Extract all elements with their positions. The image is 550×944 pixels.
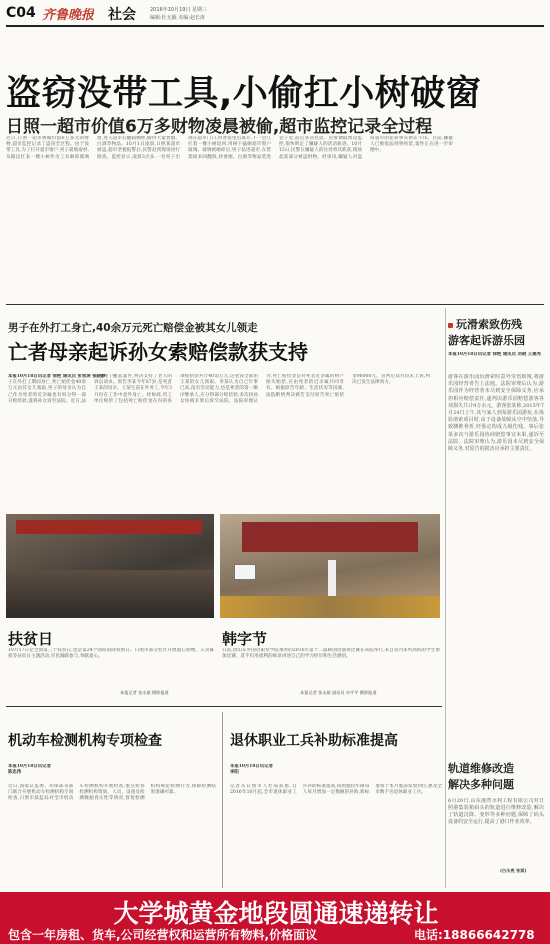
stage-banner-decoration <box>242 522 418 552</box>
feature-credit-1: 本报记者 张永斌 摄影报道 <box>120 690 169 695</box>
ad-subline: 包含一年房租、货车,公司经营权和运营所有物料,价格面议 <box>8 928 318 942</box>
bottom-mid-byline: 本报10月18日讯记者 李阳 <box>230 764 273 775</box>
sidebar-body-1: 游客在游乐园玩滑索时意外受伤致残,将游乐园经营者告上法庭。法院审理后认为,游乐园作为经营者未尽到安全保障义务,应承担相应赔偿责任,遂判决游乐园赔偿游客各项损失共计9万余元。游客张某称,2015年7月24日上午,其与家人到某游乐园游玩,在体验滑索项目时,由于设备故障从空中坠落,导致腰椎骨折,经鉴定构成九级伤残。事后张某多次与游乐园协商赔偿事宜未果,遂诉至法院。法院审理认为,游乐园未尽到安全保障义务,对原告的损害应承担主要责任。 <box>448 374 544 453</box>
bottom-left-body: 近日,国家认监委、环保部等部门联合开展机动车检测机构专项检查,日照市质监局对全市机动车检测机构开展检查,重点检查检测机构资质、人员、设备及检测数据真实性等情况,督促检测机构规范检测行为,保障检测结果准确可靠。 <box>8 784 216 802</box>
bottom-mid-title: 退休职业工兵补助标准提高 <box>230 733 398 749</box>
feature-caption-1: 10月17日是全国第三个扶贫日,也是第24个国际消除贫困日。日照市部分社区开展爱心捐赠、义卖募捐等扶贫日主题活动,市民踊跃参与,奉献爱心。 <box>8 648 214 660</box>
editor-line: 编辑:杜无颖 美编:赵长涛 <box>150 15 205 21</box>
ad-phone[interactable]: 电话:18866642778 <box>414 928 535 942</box>
speaker-decoration <box>328 560 336 596</box>
sidebar-title-2b: 解决多种问题 <box>448 778 514 791</box>
sidebar-credit-2: (白永亮 张斌) <box>500 868 527 873</box>
feature-title-2: 韩字节 <box>222 630 268 648</box>
features-rule <box>6 706 442 707</box>
sidebar-title-1a-text: 玩滑索致伤残 <box>456 318 522 331</box>
main-kicker: 男子在外打工身亡,40余万元死亡赔偿金被其女儿领走 <box>8 322 258 334</box>
sidebar-title-2a: 轨道维修改造 <box>448 762 514 775</box>
lead-body: 近日,日照一超市被偷价值6万多元的财物,超市监控记录了盗窃全过程。由于没带工具,为了打开超市窗户,男子就地取材,从路边扛来一棵小树作为工具砸碎玻璃窗,进入超市后翻箱倒柜,偷得大量香烟、白酒等物品。10月1日凌晨,日照某超市被盗,超市老板报警后,民警赶到现场进行勘查。监控显示,凌晨3点多,一名男子出现在超市门口,四处张望后离开,不一会儿扛着一棵小树返回,用树干猛砸超市窗户玻璃。玻璃被砸碎后,男子钻进超市,在货架间来回翻找,将香烟、白酒等物品装进袋子里,前后多次往返。民警调取周边监控,很快锁定了嫌疑人的活动轨迹。10月15日,民警在嫌疑人的住处将其抓获,现场起获部分被盗财物。经审讯,嫌疑人对盗窃超市的犯罪事实供认不讳。目前,嫌疑人已被依法刑事拘留,案件正在进一步审理中。 <box>6 136 453 160</box>
lead-title: 盗窃没带工具,小偷扛小树破窗 <box>6 74 482 114</box>
lead-rule <box>6 304 544 305</box>
page-number: C04 <box>6 5 36 21</box>
section-name: 社会 <box>108 7 136 23</box>
main-byline: 本报10月18日讯记者 徐艳 通讯员 张雪涛 张晓静 <box>8 374 106 379</box>
sidebar-byline-1: 本报10月18日讯记者 徐艳 通讯员 刘晓 王建秀 <box>448 352 541 357</box>
sidebar-body-2: 6月20日,山东港湾水利工程有限公司对日照港集装箱码头的轨道进行维修改造,解决了轨道沉降、变形等多种问题,保障了码头设备的安全运行,提高了港口作业效率。 <box>448 798 544 825</box>
sidebar-title-1b: 游客起诉游乐园 <box>448 334 525 347</box>
banner-decoration <box>16 520 202 534</box>
photo-korean-day <box>220 514 440 618</box>
date-line: 2016年10月19日 星期三 <box>150 7 208 13</box>
square-bullet-icon <box>448 323 453 328</box>
crowd-decoration <box>6 570 214 618</box>
flag-decoration <box>234 564 256 580</box>
feature-caption-2: 日前,由山东外国语职业学院承办的2016年第十二届韩国语演讲比赛在该院举行,来自省内多所高校的学生参加比赛。选手们用流利的韩语讲述自己的学习经历和生活感悟。 <box>222 648 440 660</box>
classified-ad[interactable] <box>0 892 550 944</box>
sidebar-divider <box>445 308 446 888</box>
ad-headline: 大学城黄金地段圆通速递转让 <box>113 899 439 928</box>
photo-poverty-day <box>6 514 214 618</box>
header-rule <box>6 25 544 27</box>
bottom-left-title: 机动车检测机构专项检查 <box>8 733 162 749</box>
feature-credit-2: 本报记者 张永斌 通讯员 申平平 摄影报道 <box>300 690 377 695</box>
bottom-left-byline: 本报10月18日讯记者 陈忠伟 <box>8 764 51 775</box>
lead-subtitle: 日照一超市价值6万多财物凌晨被偷,超市监控记录全过程 <box>6 117 433 137</box>
bottom-mid-body: 记者从日照市人社局获悉,自2016年10月起,全市退休职业工兵补助标准提高,按照服役年限每人每月增加一定数额的补助,新标准将于本月底前发放到位,惠及全市数千名退休职业工兵。 <box>230 784 442 796</box>
bottom-divider <box>222 712 223 888</box>
paper-logo: 齐鲁晚报 <box>42 8 95 23</box>
page-header <box>0 0 550 24</box>
main-title: 亡者母亲起诉孙女索赔偿款获支持 <box>8 340 308 364</box>
feature-title-1: 扶贫日 <box>8 630 54 648</box>
sidebar-title-1a <box>448 316 522 332</box>
main-body: 男子在外打工期间身亡,死亡赔偿金40余万元由其女儿领取,男子的母亲认为自己作为死者的近亲属也有权分得一部分赔偿款,遂将孙女诉至法院。近日,法院审理了这起案件,判决支持了老人的诉讼请求。原告李某今年87岁,是死者王某的母亲。王某生前在外务工,今年3月份在工作中意外身亡。经协商,用工单位赔偿了包括死亡赔偿金在内的各项赔偿款共计40余万元,这笔钱全部由王某的女儿领取。李某认为自己年事已高,没有劳动能力,也是死者的第一顺序继承人,应分得部分赔偿款,多次找孙女协商未果后诉至法院。法院审理认为,死亡赔偿金是对死者近亲属的财产损失赔偿,应由死者的近亲属共同享有。根据原告年龄、生活状况等因素,法院酌情判决被告支付原告死亡赔偿金98000元。宣判后双方均未上诉,判决已发生法律效力。 <box>8 374 430 404</box>
flowers-decoration <box>220 596 440 618</box>
